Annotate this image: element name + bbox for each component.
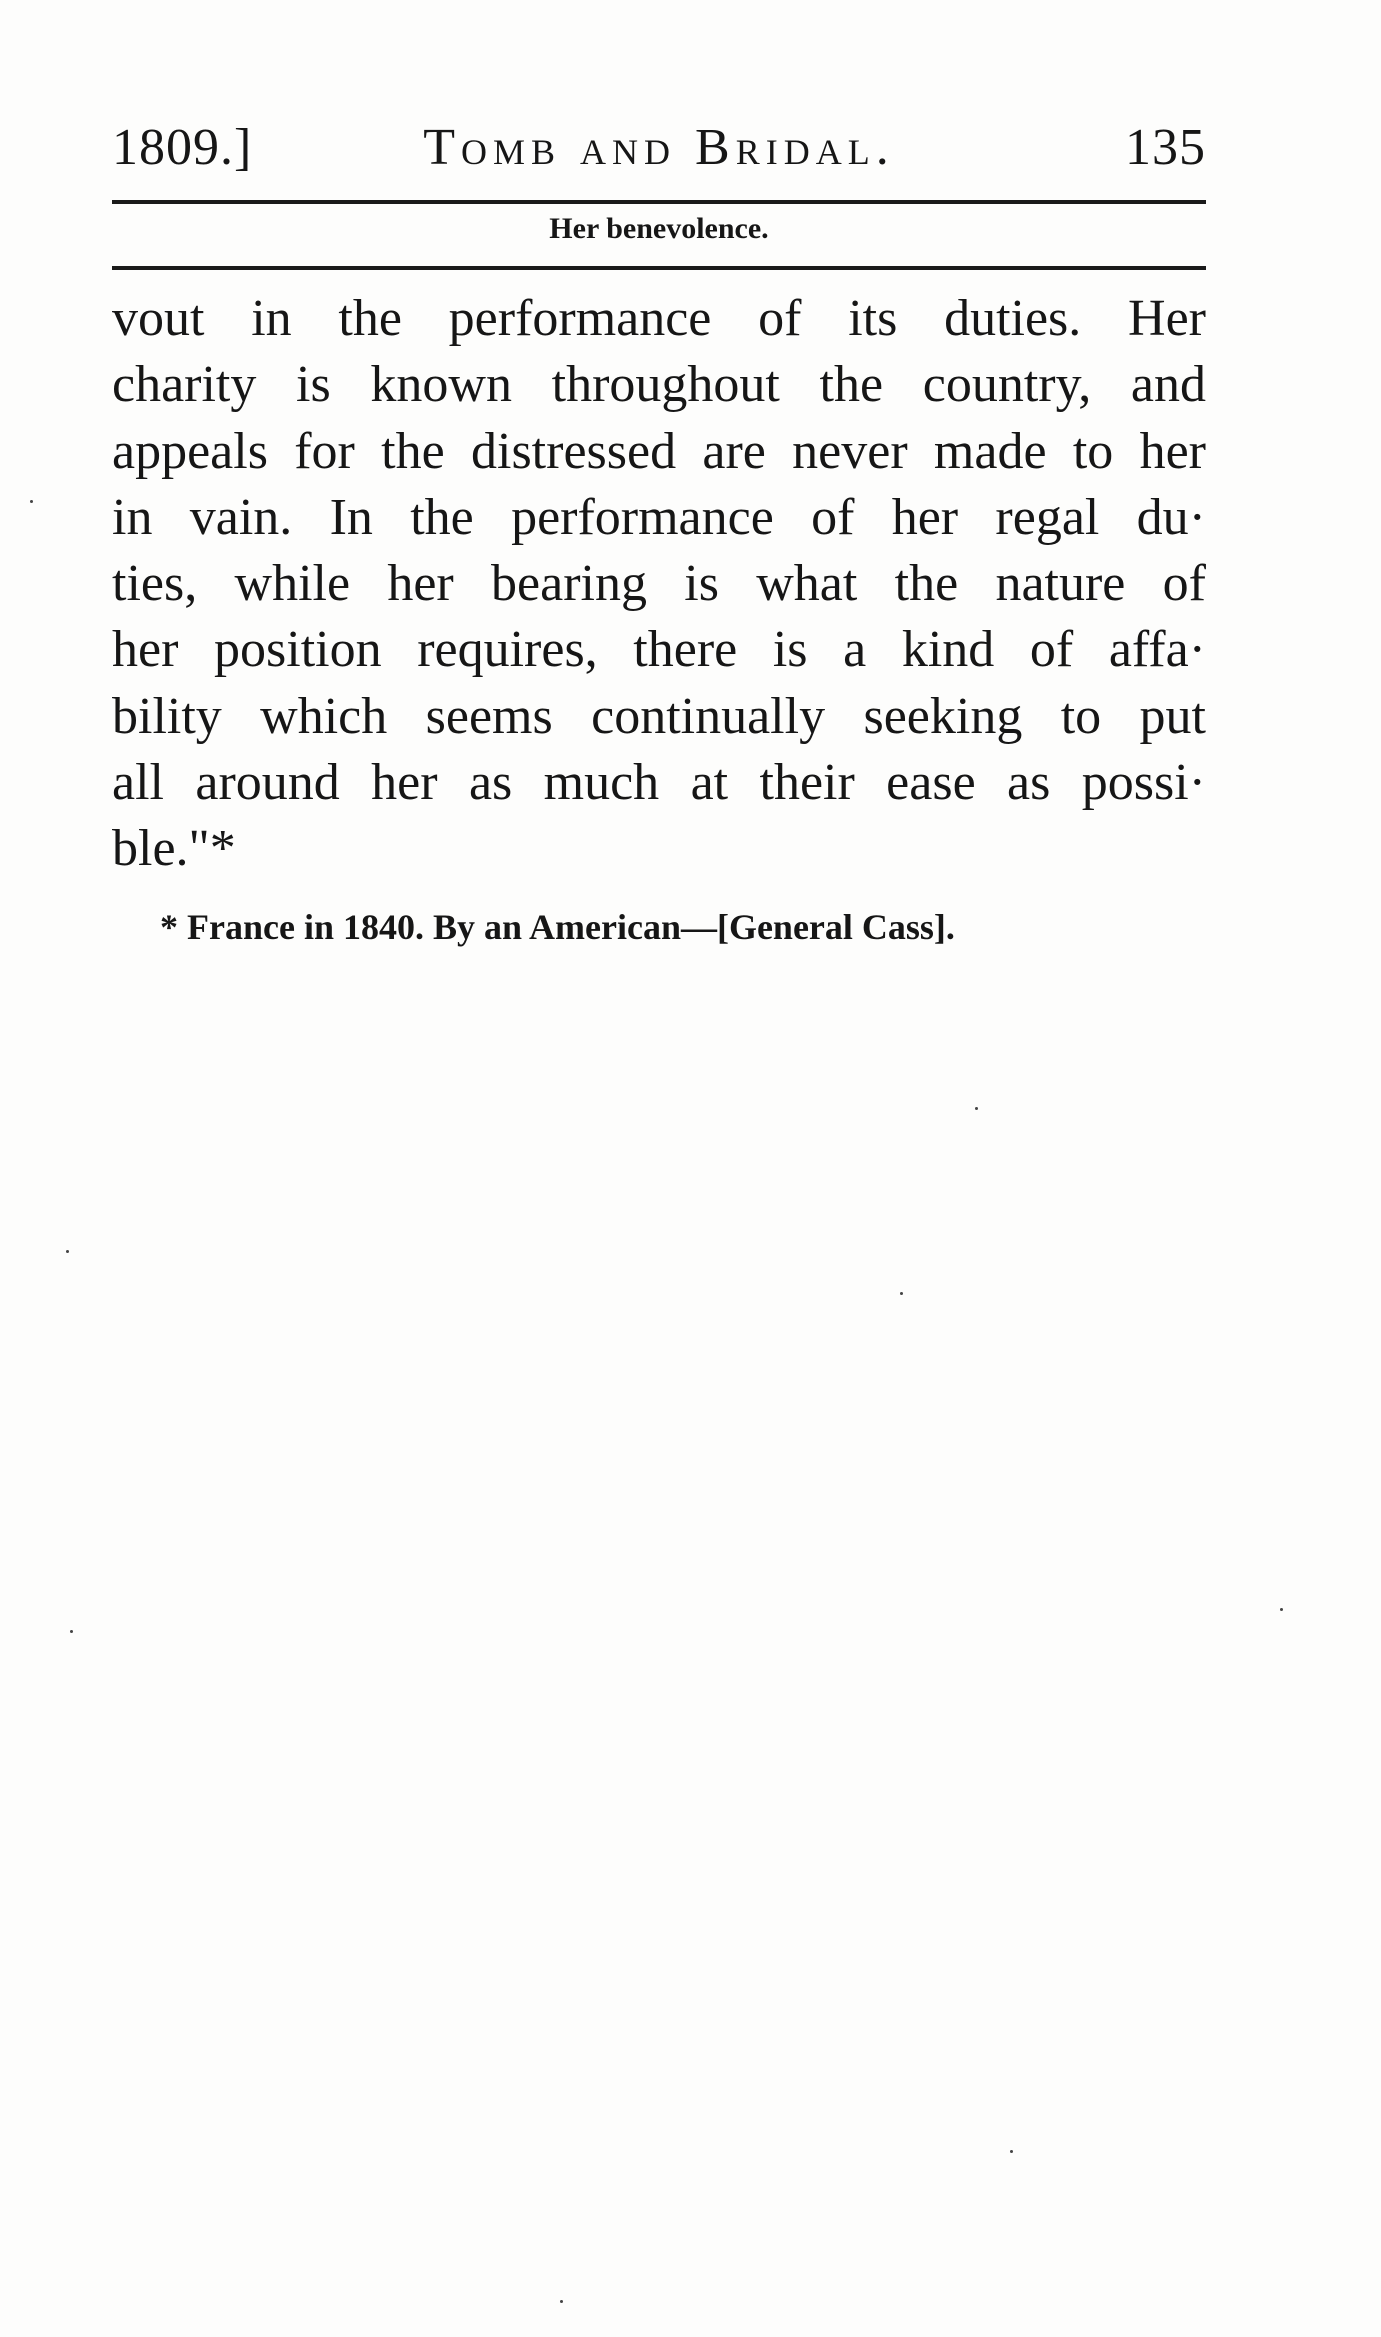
- text-line: her position requires, there is a kind of affa·: [112, 621, 1206, 679]
- body-paragraph: [112, 286, 1206, 883]
- header-rule-top: [112, 200, 1206, 204]
- section-subheading: Her benevolence.: [549, 212, 769, 245]
- scan-speck: [66, 1250, 69, 1253]
- text-line: in vain. In the performance of her regal du·: [112, 488, 1206, 546]
- scan-speck: [1010, 2150, 1013, 2153]
- header-title: Tomb and Bridal.: [423, 119, 895, 176]
- header-rule-bottom: [112, 266, 1206, 270]
- text-line: charity is known throughout the country, and: [112, 356, 1206, 414]
- scan-speck: [975, 1107, 978, 1110]
- scan-speck: [1280, 1608, 1283, 1611]
- page-number: 135: [1125, 119, 1206, 176]
- scan-speck: [560, 2300, 563, 2303]
- text-line: all around her as much at their ease as possi·: [112, 754, 1206, 812]
- footnote: * France in 1840. By an American—[General Cass].: [160, 907, 955, 947]
- text-line: bility which seems continually seeking to put: [112, 687, 1206, 745]
- header-year: 1809.]: [112, 119, 253, 176]
- running-header: [112, 118, 1206, 188]
- scan-speck: [30, 500, 33, 503]
- text-line: vout in the performance of its duties. Her: [112, 290, 1206, 347]
- text-line: appeals for the distressed are never made to her: [112, 422, 1206, 480]
- text-line: ble."*: [112, 820, 236, 878]
- text-line: ties, while her bearing is what the nature of: [112, 555, 1206, 613]
- scan-speck: [900, 1292, 903, 1295]
- scan-speck: [70, 1630, 73, 1633]
